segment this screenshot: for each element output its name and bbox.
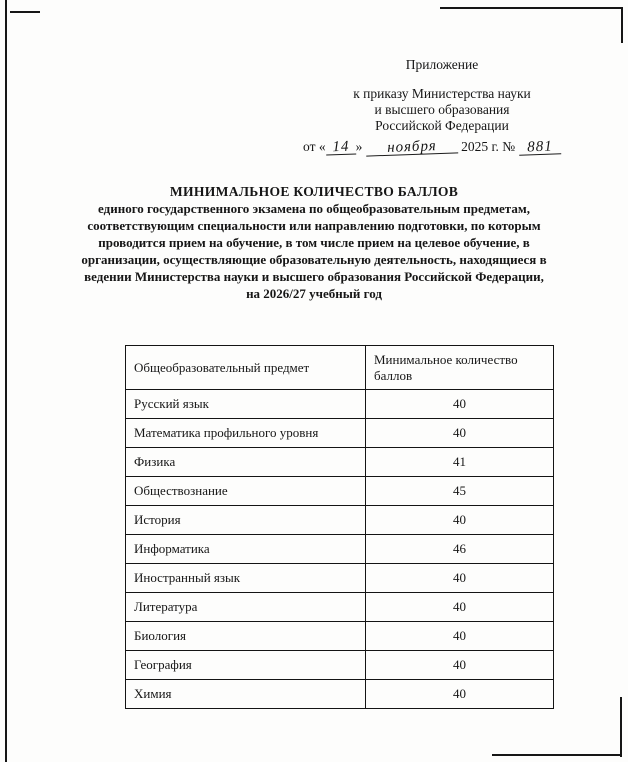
score-cell: 40 xyxy=(366,593,554,622)
scan-edge-top-right xyxy=(440,7,623,9)
table-row xyxy=(126,535,554,564)
score-cell: 40 xyxy=(366,622,554,651)
handwritten-month: ноября xyxy=(366,139,458,156)
subject-cell: Физика xyxy=(126,448,366,477)
annex-line-1: к приказу Министерства науки xyxy=(353,86,531,101)
subject-cell: История xyxy=(126,506,366,535)
table-header-row xyxy=(126,346,554,390)
min-scores-table xyxy=(125,345,554,709)
table-row xyxy=(126,680,554,709)
table-row xyxy=(126,419,554,448)
score-cell: 40 xyxy=(366,419,554,448)
scan-edge-top-left-dash xyxy=(10,11,40,13)
subject-cell: Математика профильного уровня xyxy=(126,419,366,448)
subject-cell: География xyxy=(126,651,366,680)
annex-date-line xyxy=(303,139,581,155)
table-row xyxy=(126,622,554,651)
date-close-quote: » xyxy=(355,139,363,154)
document-title: МИНИМАЛЬНОЕ КОЛИЧЕСТВО БАЛЛОВ xyxy=(169,184,459,199)
scan-edge-right-top xyxy=(621,7,623,43)
table-row xyxy=(126,593,554,622)
annex-block xyxy=(303,57,581,155)
subject-cell: Биология xyxy=(126,622,366,651)
annex-line-3: Российской Федерации xyxy=(375,118,509,133)
header-min-score: Минимальное количество баллов xyxy=(366,346,554,390)
score-cell: 40 xyxy=(366,651,554,680)
score-cell: 41 xyxy=(366,448,554,477)
title-block xyxy=(79,183,549,302)
score-cell: 46 xyxy=(366,535,554,564)
table-row xyxy=(126,390,554,419)
handwritten-number: 881 xyxy=(518,140,560,155)
table-row xyxy=(126,477,554,506)
score-cell: 40 xyxy=(366,680,554,709)
table-row xyxy=(126,506,554,535)
scan-edge-left xyxy=(5,0,7,762)
header-subject: Общеобразовательный предмет xyxy=(126,346,366,390)
subject-cell: Литература xyxy=(126,593,366,622)
date-prefix: от « xyxy=(303,139,326,154)
document-year-line: на 2026/27 учебный год xyxy=(246,286,382,301)
subject-cell: Химия xyxy=(126,680,366,709)
handwritten-day: 14 xyxy=(325,140,355,155)
annex-label: Приложение xyxy=(405,57,479,72)
scan-edge-right-bottom xyxy=(620,697,622,757)
subject-cell: Русский язык xyxy=(126,390,366,419)
subject-cell: Обществознание xyxy=(126,477,366,506)
table-row xyxy=(126,564,554,593)
score-cell: 40 xyxy=(366,564,554,593)
score-cell: 45 xyxy=(366,477,554,506)
score-cell: 40 xyxy=(366,506,554,535)
score-cell: 40 xyxy=(366,390,554,419)
subject-cell: Информатика xyxy=(126,535,366,564)
table-row xyxy=(126,651,554,680)
document-subtitle: единого государственного экзамена по общеобразовательным предметам, соответствующим специальности или направлению подготовки, по которым проводится прием на обучение, в том числе прием на целевое обучение, в организации, осуществляющие образовательную деятельность, находящиеся в ведении Министерства науки и высшего образования Российской Федерации, xyxy=(81,201,547,284)
date-year-part: 2025 г. № xyxy=(461,139,516,154)
scan-edge-bottom-right xyxy=(492,754,622,756)
subject-cell: Иностранный язык xyxy=(126,564,366,593)
table-row xyxy=(126,448,554,477)
annex-line-2: и высшего образования xyxy=(374,102,510,117)
